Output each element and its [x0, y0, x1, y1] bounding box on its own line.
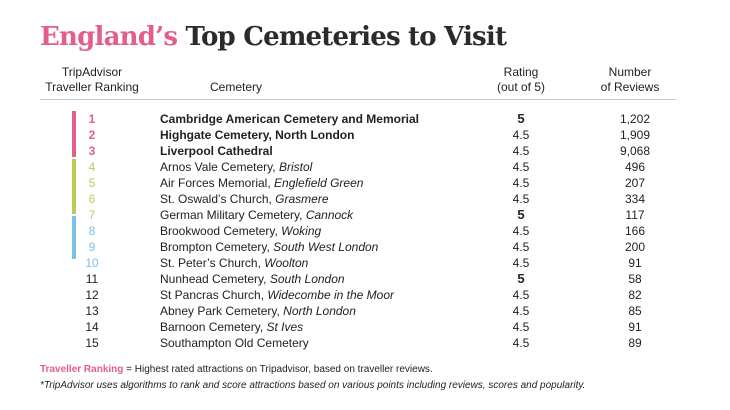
- rank-value: 2: [88, 128, 96, 142]
- cemetery-cell: [160, 287, 394, 303]
- rating-value: 4.5: [512, 192, 530, 206]
- cemetery-name: Brompton Cemetery,: [160, 240, 274, 254]
- table-row: [0, 127, 730, 143]
- rating-value: 5: [517, 111, 525, 126]
- table-row: [0, 207, 730, 223]
- header-rating: [481, 65, 561, 95]
- header-ranking-line2: Traveller Ranking: [45, 80, 139, 94]
- cemetery-location: South West London: [273, 240, 379, 254]
- table-row: [0, 191, 730, 207]
- rating-value: 5: [517, 271, 525, 286]
- cemetery-location: St Ives: [266, 320, 304, 334]
- rating-value: 4.5: [512, 256, 530, 270]
- chart-title: [40, 22, 506, 52]
- rank-value: 9: [88, 240, 96, 254]
- cemetery-name: St. Oswald’s Church,: [160, 192, 276, 206]
- rating-value: 4.5: [512, 144, 530, 158]
- footnote-disclaimer: *TripAdvisor uses algorithms to rank and score attractions based on various points including reviews, scores and popularity.: [40, 380, 586, 391]
- header-ranking: [40, 65, 144, 95]
- cemetery-cell: [160, 159, 312, 175]
- reviews-value: 91: [628, 256, 642, 270]
- rating-value: 4.5: [512, 176, 530, 190]
- cemetery-name: Brookwood Cemetery,: [160, 224, 282, 238]
- table-row: [0, 223, 730, 239]
- rating-value: 4.5: [512, 128, 530, 142]
- cemetery-location: South London: [269, 272, 345, 286]
- rating-value: 4.5: [512, 160, 530, 174]
- rank-value: 4: [88, 160, 96, 174]
- rank-value: 13: [85, 304, 99, 318]
- title-accent: England’s: [40, 22, 178, 52]
- table-row: [0, 287, 730, 303]
- cemetery-name: St. Peter’s Church,: [160, 256, 265, 270]
- table-row: [0, 255, 730, 271]
- table-row: [0, 175, 730, 191]
- cemetery-location: North London: [283, 304, 356, 318]
- cemetery-name: Nunhead Cemetery,: [160, 272, 270, 286]
- cemetery-cell: [160, 239, 378, 255]
- table-row: [0, 111, 730, 127]
- cemetery-cell: [160, 127, 354, 143]
- rank-value: 15: [85, 336, 99, 350]
- table-row: [0, 335, 730, 351]
- rating-value: 4.5: [512, 288, 530, 302]
- rating-value: 4.5: [512, 224, 530, 238]
- cemetery-cell: [160, 207, 353, 223]
- rating-value: 5: [517, 207, 525, 222]
- cemetery-name: Southampton Old Cemetery: [160, 336, 309, 350]
- reviews-value: 1,909: [619, 128, 651, 142]
- reviews-value: 58: [628, 272, 642, 286]
- rank-value: 10: [85, 256, 99, 270]
- rank-value: 3: [88, 144, 96, 158]
- reviews-value: 82: [628, 288, 642, 302]
- reviews-value: 496: [624, 160, 646, 174]
- reviews-value: 117: [625, 208, 645, 222]
- header-cemetery: Cemetery: [210, 80, 263, 94]
- cemetery-cell: [160, 255, 308, 271]
- rank-value: 1: [88, 112, 96, 126]
- cemetery-cell: [160, 111, 419, 127]
- header-reviews: [590, 65, 670, 95]
- rank-value: 14: [85, 320, 99, 334]
- rating-value: 4.5: [512, 320, 530, 334]
- reviews-value: 334: [624, 192, 646, 206]
- table-row: [0, 143, 730, 159]
- cemetery-cell: [160, 335, 309, 351]
- title-rest: Top Cemeteries to Visit: [177, 22, 507, 52]
- table-row: [0, 239, 730, 255]
- reviews-value: 166: [624, 224, 646, 238]
- table-row: [0, 319, 730, 335]
- cemetery-cell: [160, 271, 345, 287]
- table-row: [0, 303, 730, 319]
- rating-value: 4.5: [512, 304, 530, 318]
- footnote-key-text: = Highest rated attractions on Tripadvisor, based on traveller reviews.: [123, 364, 433, 375]
- cemetery-location: Grasmere: [275, 192, 329, 206]
- rating-value: 4.5: [512, 336, 530, 350]
- reviews-value: 85: [628, 304, 642, 318]
- cemetery-location: Cannock: [305, 208, 354, 222]
- header-ranking-line1: TripAdvisor: [61, 65, 123, 79]
- cemetery-location: Woolton: [264, 256, 309, 270]
- reviews-value: 207: [624, 176, 646, 190]
- header-reviews-line1: Number: [608, 65, 652, 79]
- header-rating-line1: Rating: [503, 65, 539, 79]
- cemetery-name: Highgate Cemetery, North London: [160, 128, 355, 142]
- rank-value: 6: [88, 192, 96, 206]
- cemetery-name: Cambridge American Cemetery and Memorial: [160, 112, 419, 126]
- rating-value: 4.5: [512, 240, 530, 254]
- rank-value: 8: [88, 224, 96, 238]
- cemetery-cell: [160, 143, 273, 159]
- cemetery-cell: [160, 191, 329, 207]
- cemetery-cell: [160, 303, 356, 319]
- cemetery-name: Abney Park Cemetery,: [160, 304, 284, 318]
- cemetery-cell: [160, 175, 363, 191]
- cemetery-location: Woking: [281, 224, 322, 238]
- rank-value: 11: [85, 272, 99, 286]
- table-row: [0, 271, 730, 287]
- cemetery-location: Widecombe in the Moor: [267, 288, 395, 302]
- header-reviews-line2: of Reviews: [600, 80, 660, 94]
- cemetery-cell: [160, 223, 321, 239]
- cemetery-name: Barnoon Cemetery,: [160, 320, 267, 334]
- table-row: [0, 159, 730, 175]
- reviews-value: 89: [628, 336, 642, 350]
- cemetery-location: Englefield Green: [274, 176, 364, 190]
- footnote-key-label: Traveller Ranking: [40, 364, 124, 375]
- cemetery-name: Liverpool Cathedral: [160, 144, 273, 158]
- reviews-value: 200: [624, 240, 646, 254]
- reviews-value: 9,068: [619, 144, 651, 158]
- footnote-key: [40, 364, 433, 375]
- reviews-value: 1,202: [619, 112, 651, 126]
- cemetery-name: St Pancras Church,: [160, 288, 268, 302]
- header-divider: [40, 99, 676, 100]
- rank-value: 5: [88, 176, 96, 190]
- cemetery-location: Bristol: [278, 160, 313, 174]
- cemetery-name: Arnos Vale Cemetery,: [160, 160, 279, 174]
- cemetery-name: Air Forces Memorial,: [160, 176, 275, 190]
- rank-value: 7: [88, 208, 96, 222]
- cemetery-cell: [160, 319, 303, 335]
- reviews-value: 91: [628, 320, 642, 334]
- cemetery-name: German Military Cemetery,: [160, 208, 306, 222]
- header-rating-line2: (out of 5): [496, 80, 546, 94]
- rank-value: 12: [85, 288, 99, 302]
